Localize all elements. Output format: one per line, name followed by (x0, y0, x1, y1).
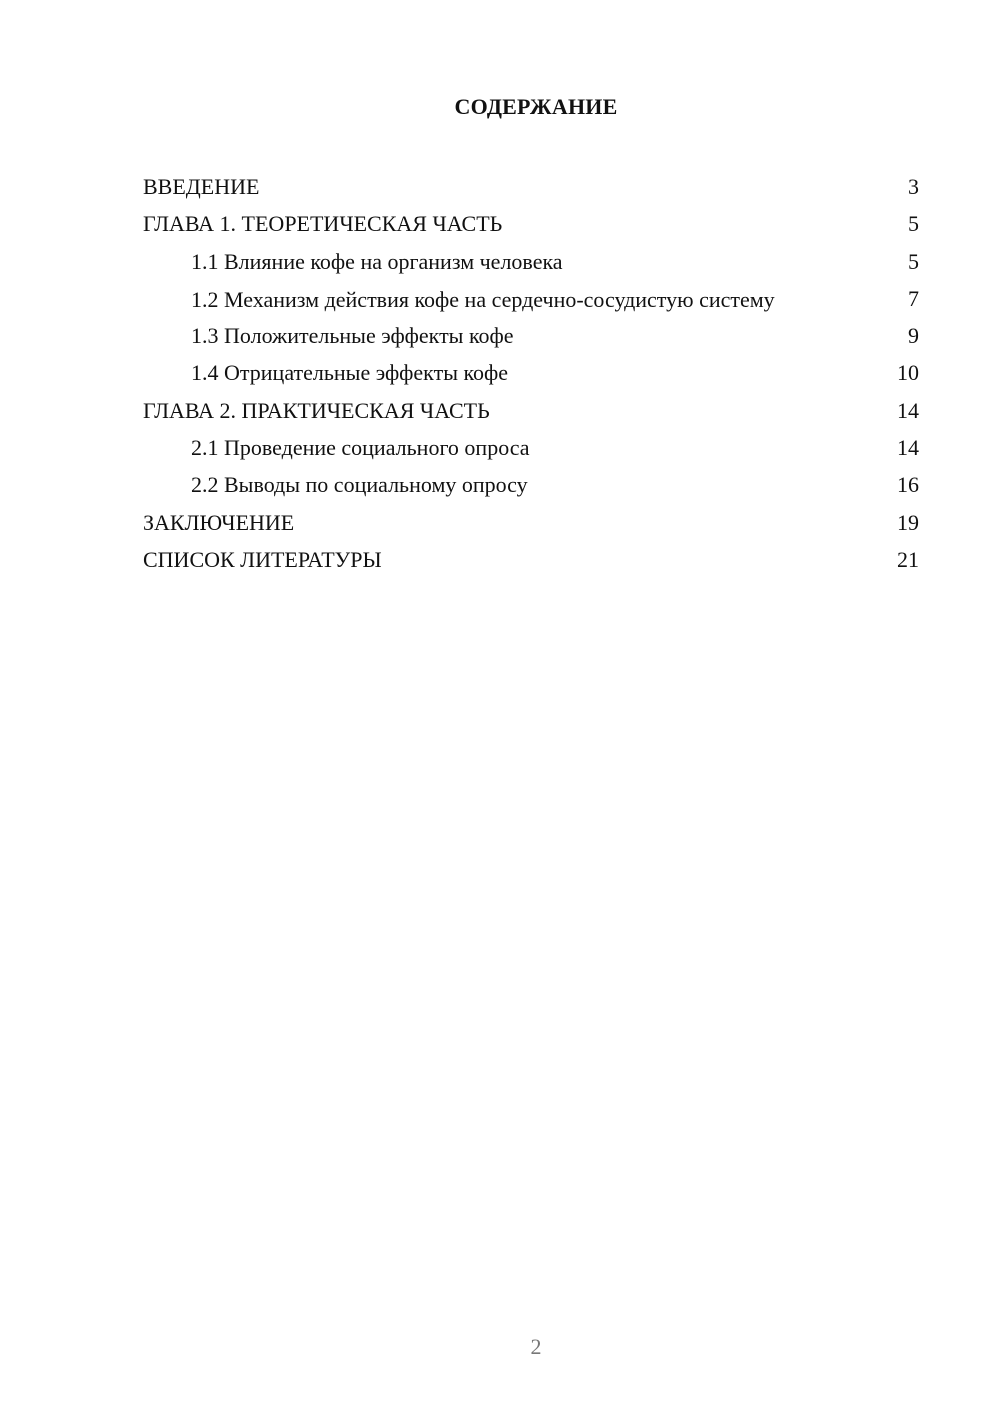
toc-entry-page: 21 (897, 546, 919, 572)
toc-entry-page: 5 (908, 211, 919, 237)
toc-entry-label: ГЛАВА 1. ТЕОРЕТИЧЕСКАЯ ЧАСТЬ (143, 211, 503, 237)
page-title: СОДЕРЖАНИЕ (454, 94, 618, 119)
toc-entry-page: 19 (897, 509, 919, 535)
page-number: 2 (530, 1334, 542, 1359)
toc-entry-2-1[interactable] (143, 429, 919, 466)
toc-entry-page: 10 (897, 360, 919, 386)
toc-entry-label: ЗАКЛЮЧЕНИЕ (143, 509, 295, 535)
toc-entry-label: 1.2 Механизм действия кофе на сердечно-сосудистую систему (191, 287, 775, 313)
toc-entry-label: 2.2 Выводы по социальному опросу (191, 472, 528, 498)
toc-entry-page: 3 (908, 174, 919, 199)
toc-entry-page: 14 (897, 435, 919, 461)
toc-entry-page: 16 (897, 472, 919, 498)
toc-entry-page: 5 (908, 248, 919, 274)
toc-entry-1-3[interactable] (143, 317, 919, 354)
toc-entry-1-1[interactable] (143, 243, 919, 280)
toc-entry-introduction[interactable] (143, 168, 919, 205)
table-of-contents (143, 168, 919, 578)
toc-entry-1-2[interactable] (143, 280, 919, 317)
toc-entry-page: 7 (908, 285, 919, 311)
toc-entry-page: 14 (897, 397, 919, 423)
toc-entry-label: 1.3 Положительные эффекты кофе (191, 323, 514, 349)
toc-entry-conclusion[interactable] (143, 504, 919, 541)
toc-entry-label: ВВЕДЕНИЕ (143, 174, 260, 199)
toc-entry-1-4[interactable] (143, 354, 919, 391)
toc-entry-label: 1.1 Влияние кофе на организм человека (191, 248, 563, 274)
toc-entry-chapter-2[interactable] (143, 392, 919, 429)
toc-entry-chapter-1[interactable] (143, 205, 919, 242)
toc-entry-label: ГЛАВА 2. ПРАКТИЧЕСКАЯ ЧАСТЬ (143, 397, 490, 423)
toc-entry-page: 9 (908, 323, 919, 349)
toc-entry-label: 2.1 Проведение социального опроса (191, 435, 530, 461)
toc-entry-2-2[interactable] (143, 466, 919, 503)
toc-entry-references[interactable] (143, 541, 919, 578)
toc-entry-label: 1.4 Отрицательные эффекты кофе (191, 360, 509, 386)
toc-entry-label: СПИСОК ЛИТЕРАТУРЫ (143, 546, 382, 572)
